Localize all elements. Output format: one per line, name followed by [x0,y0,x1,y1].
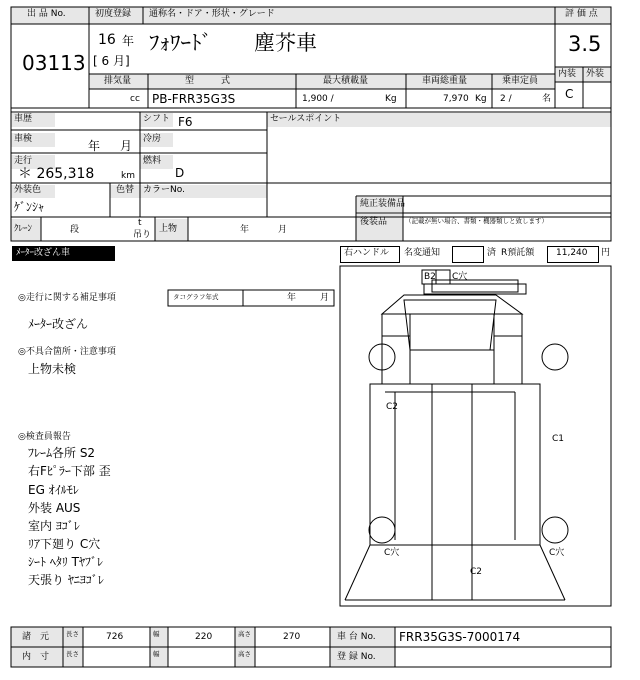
inspector-line: 天張り ﾔﾆﾖｺﾞﾚ [28,573,104,587]
length-value: 726 [106,632,124,642]
inspector-line: ﾌﾚｰﾑ各所 S2 [28,446,96,460]
capacity: 2 / [500,94,512,104]
displacement-unit: cc [130,94,140,104]
mileage-label: 走行 [14,156,33,166]
max-load-unit: Kg [385,94,397,104]
lot-no-label: 出 品 No. [27,9,66,19]
aftermarket-label: 後装品 [360,217,388,227]
fuel-value: D [175,166,185,180]
crane-t-label: t [138,218,142,228]
reg-year: 16 [98,32,116,48]
supplement-label: ◎走行に関する補足事項 [18,293,116,303]
inspector-line: ﾘｱ下廻り C穴 [28,537,101,551]
color-change-label: 色替 [116,185,135,195]
defects-text: 上物未検 [28,362,77,376]
chassis-no-label: 車 台 No. [337,632,376,642]
shift-label: シフト [143,114,171,124]
capacity-unit: 名 [542,94,552,104]
recycle-unit: 円 [601,248,611,258]
gross-weight: 7,970 [443,94,469,104]
meter-tamper-text: ﾒｰﾀｰ改ざん車 [16,248,71,258]
name-change-mark: 済 [487,248,497,258]
dimensions-label: 諸 元 [22,632,50,642]
mark-c-hole-top: C穴 [452,272,468,282]
aftermarket-note: （記載が無い場合、書類・機器類しと致します） [405,217,548,225]
crane-hang: 吊り [133,230,152,240]
inspector-line: 外装 AUS [28,501,81,515]
name-change-label: 名変通知 [404,248,441,258]
shift-value: F6 [178,115,193,129]
in-height-label: 高さ [238,650,251,658]
length-label: 長さ [66,630,79,638]
inspection-label: 車検 [14,134,33,144]
crane-label: ｸﾚｰﾝ [14,224,33,234]
max-load-label: 最大積載量 [323,76,369,86]
sales-point-label: セールスポイント [270,114,342,124]
model-name-label: 通称名・ドア・形状・グレード [149,9,275,19]
mileage-value: ＊ 265,318 [18,166,95,182]
interior-grade: C [565,87,574,101]
lot-no: 03113 [22,51,86,75]
history-label: 車歴 [14,114,33,124]
body-year-unit: 年 [240,225,250,235]
reg-year-unit: 年 [122,34,135,48]
registration-no-label: 登 録 No. [337,652,376,662]
inspector-report-label: ◎検査員報告 [18,432,71,442]
gross-weight-label: 車両総重量 [422,76,468,86]
max-load: 1,900 / [302,94,334,104]
defects-label: ◎不具合箇所・注意事項 [18,347,116,357]
inspection-year-unit: 年 [88,139,101,153]
color-code-label: カラーNo. [143,185,185,195]
interior-dims-label: 内 寸 [22,652,50,662]
displacement-label: 排気量 [104,76,132,86]
model-name: ﾌｫﾜｰﾄﾞ 塵芥車 [149,31,317,55]
model-code-label: 型 式 [185,76,231,86]
mark-c2-bottom: C2 [470,567,483,577]
mark-c-hole-left: C穴 [384,548,400,558]
in-width-label: 幅 [153,650,160,658]
inspector-line: EG ｵｲﾙﾓﾚ [28,483,79,497]
gross-weight-unit: Kg [475,94,487,104]
width-label: 幅 [153,630,160,638]
interior-grade-label: 内装 [558,69,577,79]
fuel-label: 燃料 [143,156,162,166]
first-reg-label: 初度登録 [95,9,132,19]
body-month-unit: 月 [278,225,288,235]
equipment-label: 純正装備品 [360,199,406,209]
grade-label: 評 価 点 [565,9,598,19]
height-label: 高さ [238,630,251,638]
supplement-text: ﾒｰﾀｰ改ざん [28,317,89,331]
name-change-box [452,246,484,263]
inspector-line: 室内 ﾖｺﾞﾚ [28,519,80,533]
aircon-label: 冷房 [143,134,162,144]
exterior-grade-label: 外装 [586,69,605,79]
tachograph-month-unit: 月 [320,293,330,303]
capacity-label: 乗車定員 [502,76,539,86]
recycle-label: R預託額 [501,248,535,258]
mark-c2-left: C2 [386,402,399,412]
reg-month: [ 6 月] [93,54,130,68]
crane-stage: 段 [70,225,80,235]
height-value: 270 [283,632,301,642]
recycle-value: 11,240 [556,248,588,258]
tachograph-year-unit: 年 [287,293,297,303]
overall-grade: 3.5 [568,32,602,56]
in-length-label: 長さ [66,650,79,658]
mileage-unit: km [121,171,135,181]
mark-b2: B2 [424,272,436,282]
exterior-color-label: 外装色 [14,185,42,195]
right-hand-label: 右ハンドル [344,248,390,258]
inspector-line: ｼｰﾄ ﾍﾀﾘ Tﾔﾌﾞﾚ [28,555,103,569]
inspector-line: 右Fﾋﾟﾗｰ下部 歪 [28,464,111,478]
tachograph-label: タコグラフ年式 [173,293,219,301]
width-value: 220 [195,632,213,642]
mark-c-hole-right: C穴 [549,548,565,558]
inspection-month-unit: 月 [120,139,133,153]
mark-c1-right: C1 [552,434,565,444]
body-label: 上物 [159,224,178,234]
exterior-color: ｹﾞﾝｼｬ [14,200,45,214]
model-code: PB-FRR35G3S [152,92,236,106]
chassis-no: FRR35G3S-7000174 [399,630,521,644]
